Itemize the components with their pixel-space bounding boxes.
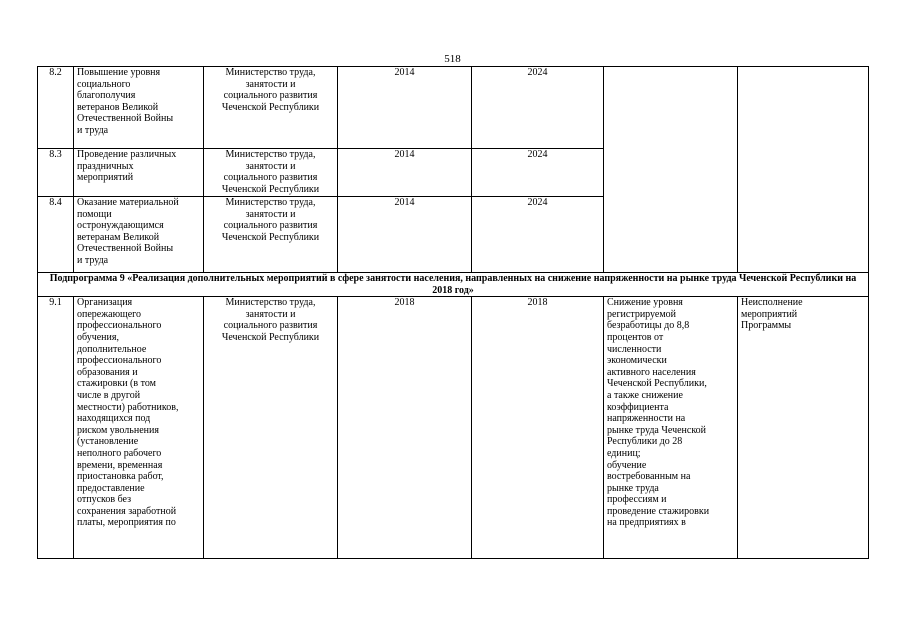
- subprogram-title: Подпрограмма 9 «Реализация дополнительных мероприятий в сфере занятости населения, направленных на снижение напряженности на рынке труда Чеченской Республики на 2018 год»: [38, 273, 869, 297]
- start-year: 2018: [338, 297, 472, 559]
- executor: Министерство труда, занятости и социального развития Чеченской Республики: [204, 67, 338, 149]
- expected-result: Снижение уровня регистрируемой безработицы до 8,8 процентов от численности экономически активного населения Чеченской Республики, а также снижение коэффициента напряженности на рынке труда Чеченской Республики до 28 единиц; обучение востребованным на рынке труда профессиям и проведение стажировки на предприятиях в: [604, 297, 738, 559]
- expected-result-empty: [604, 67, 738, 273]
- consequence-empty: [738, 67, 869, 273]
- page-number: 518: [444, 53, 461, 65]
- end-year: 2024: [472, 149, 604, 197]
- measure-name: Оказание материальной помощи остронуждающимся ветеранам Великой Отечественной Войны и труда: [74, 197, 204, 273]
- start-year: 2014: [338, 149, 472, 197]
- measure-name: Повышение уровня социального благополучия ветеранов Великой Отечественной Войны и труда: [74, 67, 204, 149]
- measure-name: Проведение различных праздничных мероприятий: [74, 149, 204, 197]
- row-number: 8.3: [38, 149, 74, 197]
- end-year: 2018: [472, 297, 604, 559]
- executor: Министерство труда, занятости и социального развития Чеченской Республики: [204, 297, 338, 559]
- measure-name: Организация опережающего профессионального обучения, дополнительное профессионального образования и стажировки (в том числе в другой местности) работников, находящихся под риском увольнения (установление неполного рабочего времени, временная приостановка работ, предоставление отпусков без сохранения заработной платы, мероприятия по: [74, 297, 204, 559]
- start-year: 2014: [338, 67, 472, 149]
- row-number: 8.2: [38, 67, 74, 149]
- row-number: 8.4: [38, 197, 74, 273]
- start-year: 2014: [338, 197, 472, 273]
- table-row-8-2: [38, 67, 869, 149]
- row-number: 9.1: [38, 297, 74, 559]
- table-row-9-1: [38, 297, 869, 559]
- consequence: Неисполнение мероприятий Программы: [738, 297, 869, 559]
- executor: Министерство труда, занятости и социального развития Чеченской Республики: [204, 149, 338, 197]
- executor: Министерство труда, занятости и социального развития Чеченской Республики: [204, 197, 338, 273]
- end-year: 2024: [472, 67, 604, 149]
- end-year: 2024: [472, 197, 604, 273]
- program-table: [37, 66, 869, 559]
- subprogram-header-row: [38, 273, 869, 297]
